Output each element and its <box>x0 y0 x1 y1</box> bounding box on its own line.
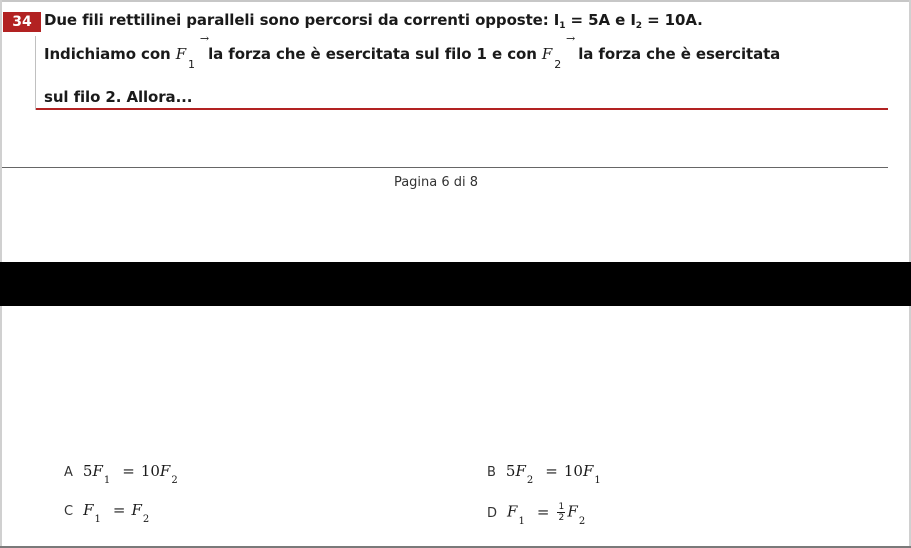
subscript: 2 <box>171 475 178 486</box>
current-2-subscript: 2 <box>635 21 642 31</box>
answer-option-a[interactable] <box>64 462 184 486</box>
force-2-subscript: 2 <box>554 58 562 71</box>
variable: F <box>159 462 171 480</box>
question-line-2-prefix: Indichiamo con <box>44 45 176 63</box>
question-line-1-text: Due fili rettilinei paralleli sono percorsi da correnti opposte: <box>44 11 554 29</box>
current-1-symbol: I <box>553 11 560 29</box>
page-number-footer: Pagina 6 di 8 <box>393 175 479 190</box>
option-letter: C <box>64 504 74 519</box>
subscript: 1 <box>518 515 525 527</box>
fraction-denominator: 2 <box>558 513 565 523</box>
question-line-1 <box>44 11 703 31</box>
force-1-vector <box>175 32 209 71</box>
subscript: 2 <box>142 514 150 525</box>
variable: F <box>92 462 103 480</box>
option-letter: B <box>487 465 496 480</box>
current-1-subscript: 1 <box>559 21 566 31</box>
variable: F <box>131 501 142 519</box>
variable: F <box>507 502 518 521</box>
answer-option-c[interactable] <box>64 501 155 525</box>
answer-option-d[interactable] <box>487 502 591 527</box>
vector-arrow-icon: → <box>199 32 209 45</box>
subscript: 1 <box>94 514 101 525</box>
subscript: 1 <box>594 475 601 486</box>
current-2-value: = 10A. <box>641 11 703 29</box>
coefficient: 5 <box>505 462 516 480</box>
variable: F <box>83 501 94 519</box>
coefficient: 10 <box>140 462 160 480</box>
variable: F <box>567 502 578 521</box>
coefficient: 5 <box>82 462 93 480</box>
current-1-value: = 5A e <box>565 11 631 29</box>
question-number-badge: 34 <box>3 12 41 32</box>
question-line-2-middle: la forza che è esercitata sul filo 1 e con <box>208 45 542 63</box>
subscript: 2 <box>526 475 534 486</box>
subscript: 1 <box>103 475 111 486</box>
coefficient: 10 <box>563 462 583 480</box>
equals-sign: = <box>536 502 550 521</box>
equals-sign: = <box>545 462 558 480</box>
variable: F <box>582 462 594 480</box>
equals-sign: = <box>112 501 126 519</box>
fraction-one-half <box>557 502 565 523</box>
question-line-2-suffix: la forza che è esercitata <box>578 45 781 63</box>
equals-sign: = <box>122 462 135 480</box>
question-line-3: sul filo 2. Allora... <box>44 88 193 106</box>
subscript: 2 <box>578 515 586 527</box>
option-letter: D <box>487 505 498 521</box>
vector-arrow-icon: → <box>566 32 576 45</box>
question-line-2 <box>44 32 781 71</box>
page-footer-divider <box>2 167 888 168</box>
question-underline <box>36 108 888 110</box>
force-2-vector <box>541 32 576 71</box>
frame-top-border <box>0 0 911 2</box>
current-2-symbol: I <box>630 11 636 29</box>
option-letter: A <box>64 465 73 480</box>
question-left-divider <box>35 36 36 110</box>
force-1-subscript: 1 <box>188 58 195 71</box>
force-2-symbol: F <box>541 45 553 63</box>
answer-option-b[interactable] <box>487 462 607 486</box>
variable: F <box>515 462 526 480</box>
fraction-numerator: 1 <box>558 502 565 512</box>
force-1-symbol: F <box>175 45 187 63</box>
page-break-band <box>0 262 911 306</box>
